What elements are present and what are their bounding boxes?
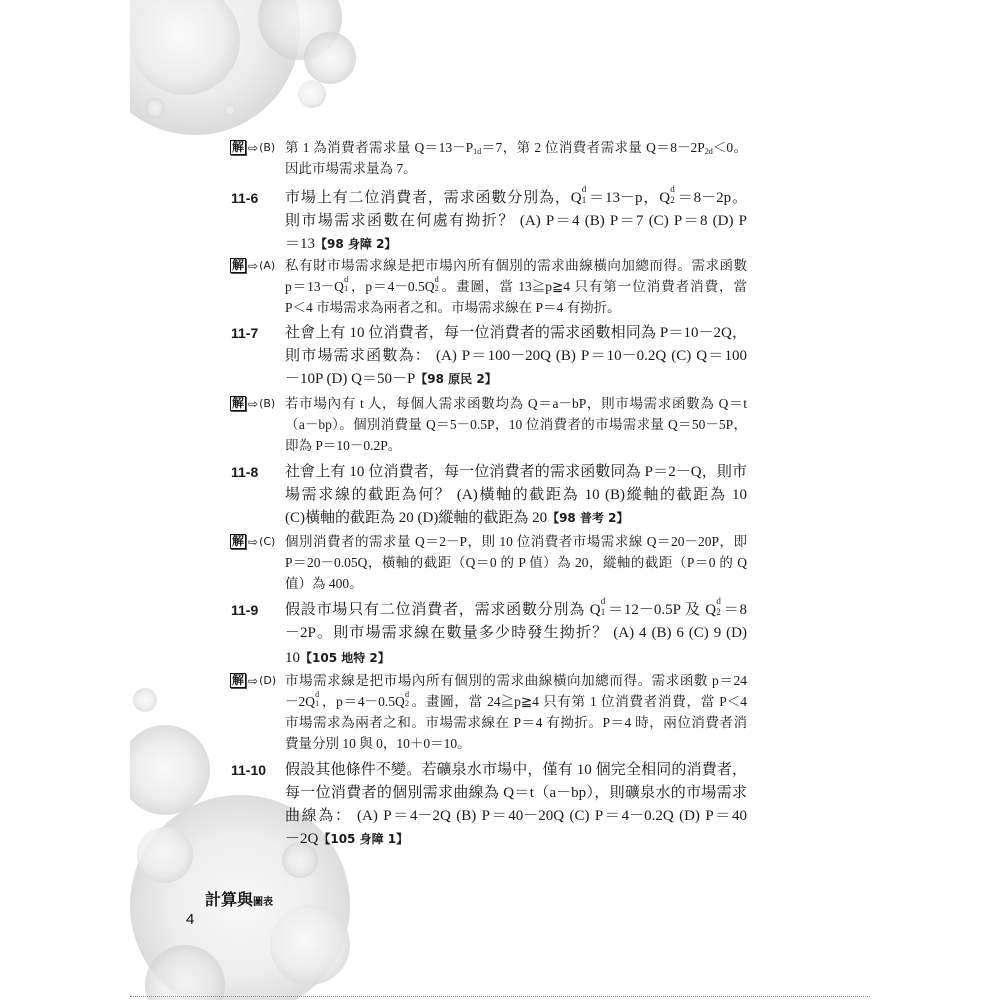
arrow-icon: ⇨ xyxy=(248,534,259,549)
answer-line xyxy=(285,137,747,158)
answer-marker xyxy=(230,255,275,276)
answer-line xyxy=(285,670,747,691)
question-line xyxy=(285,184,747,210)
question-line xyxy=(285,233,747,256)
decor-bubble xyxy=(270,905,350,985)
text-run: 個別消費者的需求量 Q＝2－P，則 10 位消費者市場需求線 Q＝20－20P，即 xyxy=(285,534,747,549)
answer-line xyxy=(285,531,747,552)
decor-bubble xyxy=(145,98,165,118)
text-run: P＝20－0.05Q，橫軸的截距（Q＝0 的 P 值）為 20，縱軸的截距（P＝0 的 Q xyxy=(285,555,747,570)
subscript: 1 xyxy=(344,284,349,294)
question-line xyxy=(285,782,747,805)
decor-bubble xyxy=(130,725,210,815)
text-run: 則市場需求函數為： (A) P＝100－20Q (B) P＝10－0.2Q (C) Q＝100 xyxy=(285,348,747,364)
text-run: ，p＝4－0.5Q xyxy=(350,279,435,294)
subscript: 2 xyxy=(716,606,721,617)
text-run: ＝8－2p。 xyxy=(676,190,747,206)
answer-text xyxy=(285,137,747,179)
superscript: d xyxy=(315,689,320,699)
text-run: 市場需求線是把市場內所有個別的需求曲線橫向加總而得。需求函數 p＝24 xyxy=(285,673,747,688)
question-line xyxy=(285,647,747,670)
question-number: 11-9 xyxy=(231,602,259,618)
answer-line xyxy=(285,414,747,435)
answer-line xyxy=(285,255,747,276)
question-line xyxy=(285,596,747,622)
text-run: 市場上有二位消費者，需求函數分別為，Q xyxy=(285,190,582,206)
answer-marker xyxy=(230,393,275,414)
question-line xyxy=(285,345,747,368)
sub-superscript xyxy=(434,274,441,294)
exam-source: 【98 普考 2】 xyxy=(547,511,629,525)
question-line xyxy=(285,828,747,851)
decor-bubble xyxy=(304,32,356,84)
answer-marker xyxy=(230,137,275,158)
text-run: 曲線為： (A) P＝4－2Q (B) P＝40－20Q (C) P＝4－0.2Q (D) P＝40 xyxy=(285,808,747,824)
text-run: 則市場需求函數在何處有拗折？ (A) P＝4 (B) P＝7 (C) P＝8 (D) P xyxy=(285,213,747,229)
answer-line xyxy=(285,691,747,712)
answer-line xyxy=(285,435,747,456)
bottom-dotted-divider xyxy=(130,996,870,997)
answer-choice: (A) xyxy=(259,259,276,272)
decor-bubble xyxy=(224,104,236,116)
question-text xyxy=(285,759,747,851)
question-line xyxy=(285,368,747,391)
subscript: 1 xyxy=(600,606,606,617)
sub-superscript xyxy=(315,689,321,709)
sub-superscript xyxy=(670,184,677,205)
text-run: P＜4 市場需求為兩者之和。市場需求線在 P＝4 有拗折。 xyxy=(285,300,621,315)
question-line xyxy=(285,507,747,530)
question-text xyxy=(285,322,747,391)
sub-superscript xyxy=(716,596,723,617)
superscript: d xyxy=(716,596,721,607)
exam-source: 【98 原民 2】 xyxy=(415,372,497,386)
decor-bubble xyxy=(137,827,193,883)
answer-choice: (C) xyxy=(259,535,276,548)
text-run: 社會上有 10 位消費者，每一位消費者的需求函數相同為 P＝10－2Q， xyxy=(285,325,747,341)
answer-choice: (D) xyxy=(259,674,277,687)
exam-source: 【98 身障 2】 xyxy=(315,237,397,251)
text-run: ＜0。 xyxy=(712,140,747,155)
text-run: －2P。則市場需求線在數量多少時發生拗折？ (A) 4 (B) 6 (C) 9 (D) xyxy=(285,625,747,641)
superscript: d xyxy=(600,596,606,607)
text-run: (C)橫軸的截距為 20 (D)縱軸的截距為 20 xyxy=(285,510,548,526)
text-run: 每一位消費者的個別需求曲線為 Q＝t（a－bp），則礦泉水的市場需求 xyxy=(285,785,747,801)
answer-label-box: 解 xyxy=(232,140,245,154)
text-run: 私有財市場需求線是把市場內所有個別的需求曲線橫向加總而得。需求函數 xyxy=(285,258,747,273)
text-run: ＝13 xyxy=(285,236,316,252)
sub-superscript xyxy=(581,184,589,205)
answer-marker xyxy=(230,670,276,691)
answer-text xyxy=(285,531,747,594)
question-text xyxy=(285,184,747,256)
text-run: －2Q xyxy=(285,831,319,847)
answer-choice: (B) xyxy=(259,397,276,410)
answer-choice: (B) xyxy=(259,141,276,154)
question-text xyxy=(285,596,747,670)
subscript: 1d xyxy=(473,147,482,157)
chapter-title-main: 計算與 xyxy=(205,892,254,909)
sub-superscript xyxy=(600,596,608,617)
exam-source: 【105 身障 1】 xyxy=(318,832,409,846)
text-run: 因此市場需求量為 7。 xyxy=(285,161,417,176)
text-run: ＝13－p，Q xyxy=(588,190,671,206)
subscript: 2 xyxy=(404,699,409,709)
answer-marker xyxy=(230,531,275,552)
answer-line xyxy=(285,297,747,318)
subscript: 2d xyxy=(704,147,713,157)
sub-superscript xyxy=(404,689,411,709)
answer-line xyxy=(285,393,747,414)
answer-line xyxy=(285,552,747,573)
answer-label-box: 解 xyxy=(232,673,245,687)
subscript: 1 xyxy=(581,194,587,205)
question-line xyxy=(285,322,747,345)
answer-label-box: 解 xyxy=(232,258,245,272)
arrow-icon: ⇨ xyxy=(248,258,259,273)
superscript: d xyxy=(404,689,409,699)
question-text xyxy=(285,461,747,530)
text-run: ＝8 xyxy=(722,602,747,618)
arrow-icon: ⇨ xyxy=(248,673,259,688)
subscript: 2 xyxy=(434,284,439,294)
text-run: 假設其他條件不變。若礦泉水市場中，僅有 10 個完全相同的消費者， xyxy=(285,762,747,778)
question-line xyxy=(285,210,747,233)
text-run: 社會上有 10 位消費者，每一位消費者的需求函數同為 P＝2－Q，則市 xyxy=(285,464,747,480)
question-number: 11-7 xyxy=(231,325,259,341)
superscript: d xyxy=(670,184,675,195)
text-run: p＝13－Q xyxy=(285,279,344,294)
question-line xyxy=(285,622,747,645)
exam-source: 【105 地特 2】 xyxy=(300,651,390,665)
arrow-icon: ⇨ xyxy=(248,140,259,155)
question-number: 11-6 xyxy=(231,190,259,206)
superscript: d xyxy=(344,274,349,284)
text-run: 值）為 400。 xyxy=(285,576,363,591)
question-line xyxy=(285,805,747,828)
answer-line xyxy=(285,733,747,754)
text-run: （a－bp）。個別消費量 Q＝5－0.5P，10 位消費者的市場需求量 Q＝50－5P， xyxy=(285,417,747,432)
question-number: 11-8 xyxy=(231,464,259,480)
text-run: 10 xyxy=(285,650,300,666)
text-run: 即為 P＝10－0.2P。 xyxy=(285,438,402,453)
chapter-title xyxy=(205,887,273,910)
text-run: 場需求線的截距為何？ (A)橫軸的截距為 10 (B)縱軸的截距為 10 xyxy=(285,487,747,503)
answer-text xyxy=(285,670,747,754)
question-line xyxy=(285,759,747,782)
question-number: 11-10 xyxy=(231,762,267,778)
text-run: 假設市場只有二位消費者，需求函數分別為 Q xyxy=(285,602,601,618)
text-run: －2Q xyxy=(285,694,315,709)
decor-bubble xyxy=(298,80,326,108)
text-run: 。畫圖，當 24≧p≧4 只有第 1 位消費者消費，當 P＜4 xyxy=(410,694,748,709)
text-run: 市場需求為兩者之和。市場需求線在 P＝4 有拗折。P＝4 時，兩位消費者消 xyxy=(285,715,747,730)
superscript: d xyxy=(581,184,587,195)
question-line xyxy=(285,461,747,484)
text-run: 若市場內有 t 人，每個人需求函數均為 Q＝a－bP，則市場需求函數為 Q＝t xyxy=(285,396,747,411)
answer-label-box: 解 xyxy=(232,396,245,410)
answer-line xyxy=(285,158,747,179)
superscript: d xyxy=(434,274,439,284)
answer-line xyxy=(285,712,747,733)
question-line xyxy=(285,484,747,507)
sub-superscript xyxy=(344,274,350,294)
answer-line xyxy=(285,276,747,297)
subscript: 1 xyxy=(315,699,320,709)
answer-text xyxy=(285,255,747,318)
text-run: ＝12－0.5P 及 Q xyxy=(607,602,717,618)
text-run: ＝7，第 2 位消費者需求量 Q＝8－2P xyxy=(481,140,705,155)
text-run: 費量分別 10 與 0，10＋0＝10。 xyxy=(285,736,471,751)
decor-bubble xyxy=(133,688,157,712)
text-run: 。畫圖，當 13≧p≧4 只有第一位消費者消費，當 xyxy=(440,279,748,294)
text-run: 第 1 為消費者需求量 Q＝13－P xyxy=(285,140,474,155)
answer-label-box: 解 xyxy=(232,534,245,548)
text-run: －10P (D) Q＝50－P xyxy=(285,371,416,387)
subscript: 2 xyxy=(670,194,675,205)
chapter-title-small: 圖表 xyxy=(253,897,274,908)
answer-line xyxy=(285,573,747,594)
answer-text xyxy=(285,393,747,456)
text-run: ，p＝4－0.5Q xyxy=(321,694,405,709)
page-number: 4 xyxy=(186,911,195,928)
arrow-icon: ⇨ xyxy=(248,396,259,411)
